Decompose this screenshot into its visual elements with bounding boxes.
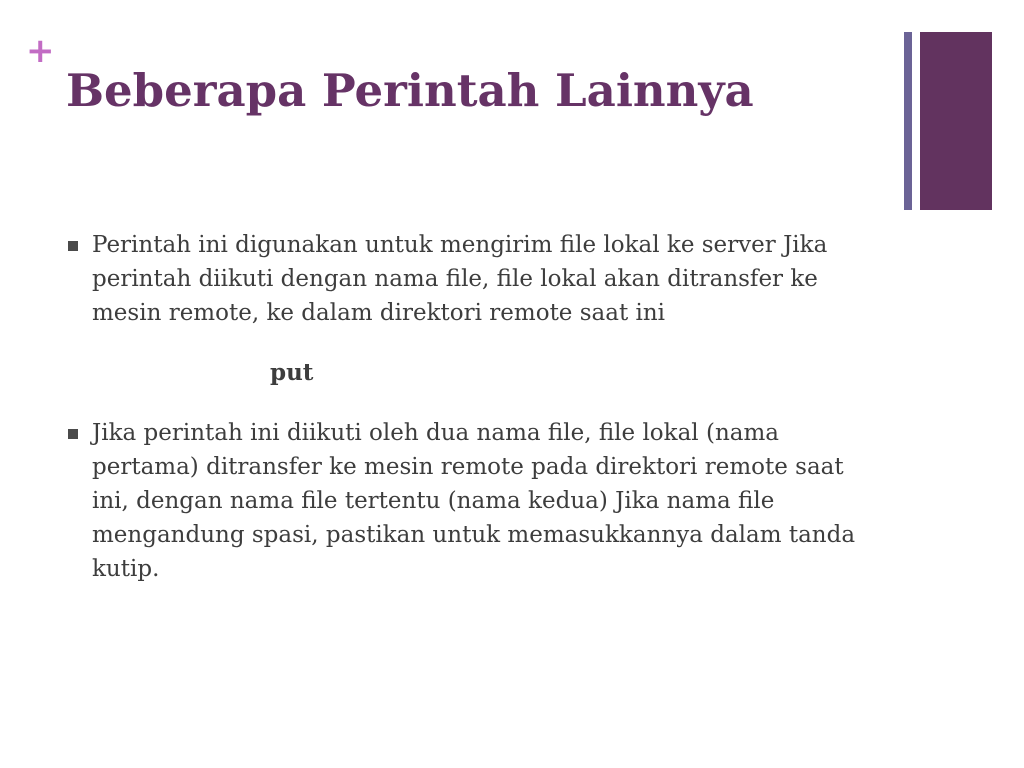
decorative-bar-thick [920,32,992,210]
slide-title: Beberapa Perintah Lainnya [66,64,754,117]
plus-icon: + [26,31,55,71]
bullet-text: Jika perintah ini diikuti oleh dua nama file, file lokal (nama pertama) ditransfer ke mesin remote pada direktori remote saat ini, dengan nama file tertentu (nama kedua) Jika nama file mengandung spasi, pastikan untuk memasukkannya dalam tanda kutip. [92,420,856,582]
bullet-text: Perintah ini digunakan untuk mengirim file lokal ke server Jika perintah diikuti dengan nama file, file lokal akan ditransfer ke mesin remote, ke dalam direktori remote saat ini [92,232,828,326]
decorative-bar-thin [904,32,912,210]
bullet-square-icon [68,429,78,439]
bullet-item [66,228,886,330]
command-text: put [270,359,314,386]
bullet-item [66,416,886,586]
bullet-square-icon [68,241,78,251]
slide-content [66,228,886,586]
